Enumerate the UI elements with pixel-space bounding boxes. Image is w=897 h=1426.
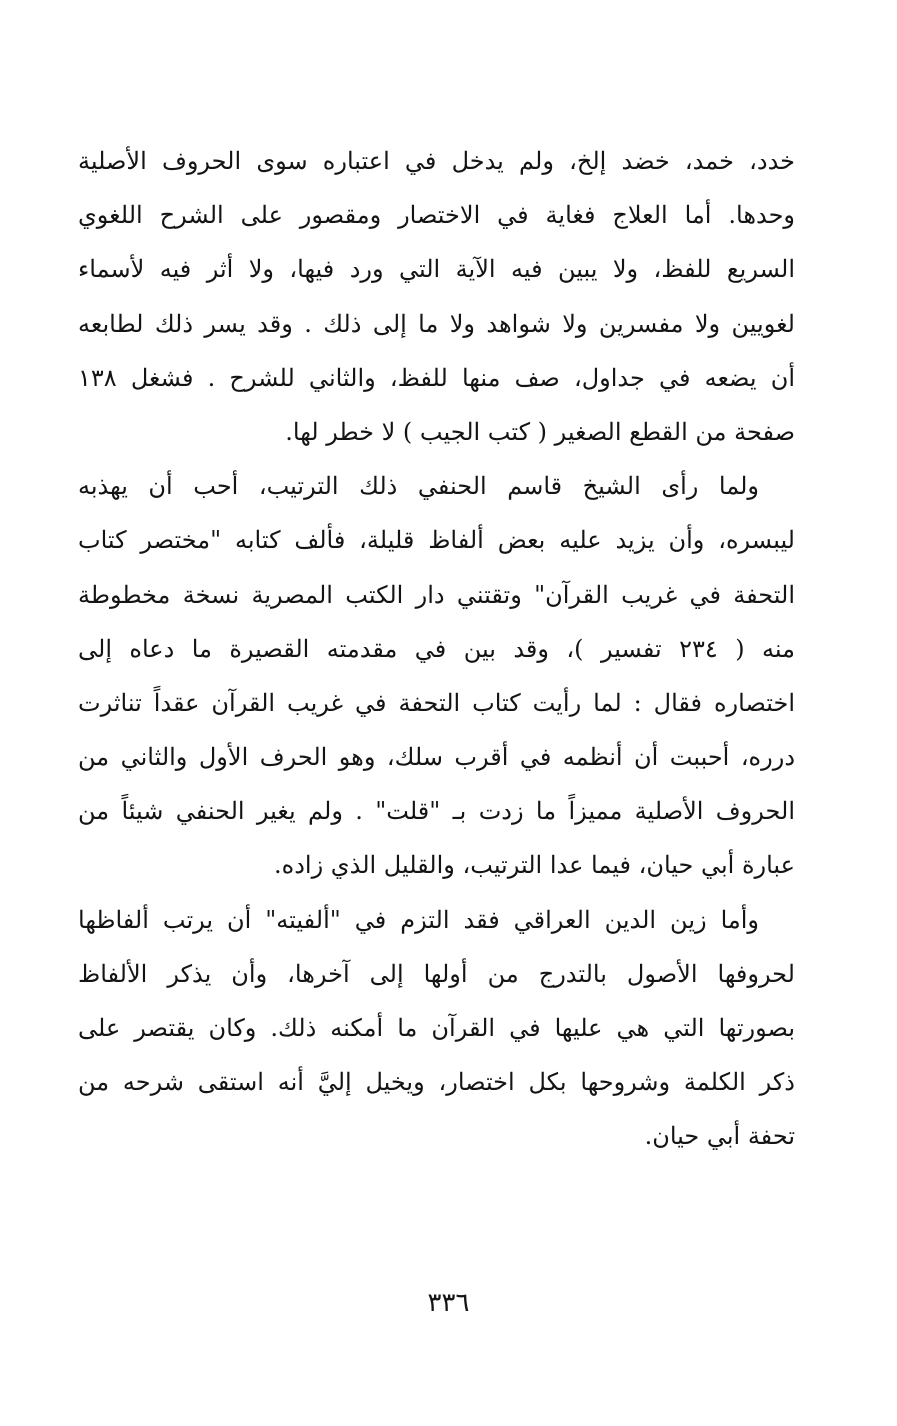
text-line: أن يضعه في جداول، صف منها للفظ، والثاني للشرح . فشغل ١٣٨ bbox=[78, 363, 795, 392]
body-text bbox=[78, 134, 795, 1164]
page-number: ٣٣٦ bbox=[427, 1288, 470, 1318]
text-line: بصورتها التي هي عليها في القرآن ما أمكنه ذلك. وكان يقتصر على bbox=[78, 1014, 795, 1042]
text-line: عبارة أبي حيان، فيما عدا الترتيب، والقليل الذي زاده. bbox=[274, 851, 795, 880]
paragraph-3 bbox=[78, 893, 795, 1164]
text-line: اختصاره فقال : لما رأيت كتاب التحفة في غريب القرآن عقداً تناثرت bbox=[78, 688, 795, 717]
text-line: الحروف الأصلية مميزاً ما زدت بـ "قلت" . ولم يغير الحنفي شيئاً من bbox=[78, 797, 795, 826]
text-line: السريع للفظ، ولا يبين فيه الآية التي ورد فيها، ولا أثر فيه لأسماء bbox=[78, 255, 795, 284]
text-line: درره، أحببت أن أنظمه في أقرب سلك، وهو الحرف الأول والثاني من bbox=[78, 743, 795, 772]
text-line: ولما رأى الشيخ قاسم الحنفي ذلك الترتيب، أحب أن يهذبه bbox=[78, 472, 759, 501]
text-line: لغويين ولا مفسرين ولا شواهد ولا ما إلى ذلك . وقد يسر ذلك لطابعه bbox=[78, 309, 795, 338]
text-line: ليبسره، وأن يزيد عليه بعض ألفاظ قليلة، فألف كتابه "مختصر كتاب bbox=[78, 526, 795, 555]
text-line: خدد، خمد، خضد إلخ، ولم يدخل في اعتباره سوى الحروف الأصلية bbox=[78, 147, 795, 175]
text-line: وحدها. أما العلاج فغاية في الاختصار ومقصور على الشرح اللغوي bbox=[78, 201, 795, 230]
text-line: صفحة من القطع الصغير ( كتب الجيب ) لا خطر لها. bbox=[285, 417, 795, 446]
paragraph-1 bbox=[78, 134, 795, 459]
text-line: ذكر الكلمة وشروحها بكل اختصار، ويخيل إليَّ أنه استقى شرحه من bbox=[78, 1068, 795, 1097]
text-line: التحفة في غريب القرآن" وتقتني دار الكتب المصرية نسخة مخطوطة bbox=[78, 580, 795, 609]
text-line: لحروفها الأصول بالتدرج من أولها إلى آخرها، وأن يذكر الألفاظ bbox=[78, 959, 795, 988]
text-line: تحفة أبي حيان. bbox=[644, 1122, 795, 1151]
text-line: وأما زين الدين العراقي فقد التزم في "ألفيته" أن يرتب ألفاظها bbox=[78, 905, 759, 934]
paragraph-2 bbox=[78, 459, 795, 893]
text-line: منه ( ٢٣٤ تفسير )، وقد بين في مقدمته القصيرة ما دعاه إلى bbox=[78, 634, 795, 663]
